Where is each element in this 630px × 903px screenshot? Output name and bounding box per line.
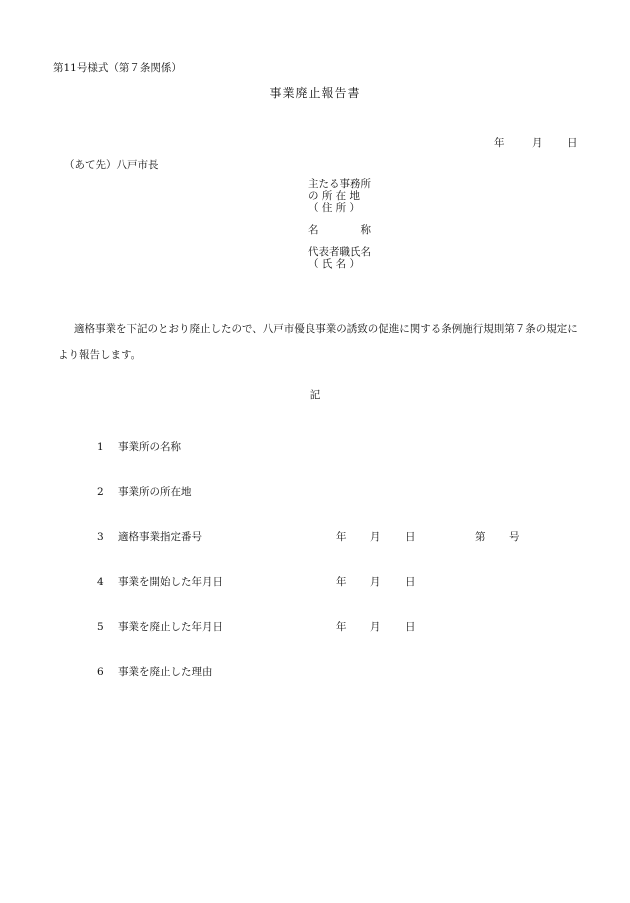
item-label: 事業を廃止した理由 (118, 666, 213, 678)
representative-label-line2: （ 氏 名 ） (308, 258, 361, 270)
body-text: 適格事業を下記のとおり廃止したので、八戸市優良事業の誘致の促進に関する条例施行規則第７条の規定により報告します。 (58, 323, 578, 361)
item-4-month: 月 (370, 576, 381, 588)
item-5 (97, 619, 223, 634)
item-3-day: 日 (405, 531, 416, 543)
name-label: 名 称 (308, 224, 371, 236)
sender-block (308, 178, 371, 270)
item-1 (97, 439, 181, 454)
item-number: 2 (97, 486, 104, 498)
office-label-line2: の 所 在 地 (308, 190, 361, 202)
item-number: 1 (97, 441, 104, 453)
item-label: 適格事業指定番号 (118, 531, 202, 543)
date-year: 年 (494, 137, 505, 149)
item-number: 5 (97, 621, 104, 633)
ki-heading: 記 (309, 389, 321, 401)
item-label: 事業を廃止した年月日 (118, 621, 223, 633)
item-4-year: 年 (336, 576, 347, 588)
date-month: 月 (532, 137, 543, 149)
item-5-month: 月 (370, 621, 381, 633)
item-label: 事業所の所在地 (118, 486, 192, 498)
office-label-line1: 主たる事務所 (308, 178, 371, 190)
item-3-year: 年 (336, 531, 347, 543)
item-label: 事業を開始した年月日 (118, 576, 223, 588)
item-5-year: 年 (336, 621, 347, 633)
address-label: （ 住 所 ） (308, 202, 361, 214)
item-5-day: 日 (405, 621, 416, 633)
item-number: 4 (97, 576, 104, 588)
representative-label-line1: 代表者職氏名 (308, 246, 371, 258)
item-6 (97, 664, 213, 679)
item-number: 3 (97, 531, 104, 543)
item-4-day: 日 (405, 576, 416, 588)
item-4 (97, 574, 223, 589)
document-title: 事業廃止報告書 (269, 86, 361, 100)
item-number: 6 (97, 666, 104, 678)
date-day: 日 (567, 137, 578, 149)
item-label: 事業所の名称 (118, 441, 181, 453)
item-3-go: 号 (509, 531, 520, 543)
form-number: 第11号様式（第７条関係） (53, 62, 182, 74)
item-3-dai: 第 (475, 531, 486, 543)
item-3-month: 月 (370, 531, 381, 543)
item-3 (97, 529, 202, 544)
item-2 (97, 484, 192, 499)
addressee: （あて先）八戸市長 (64, 159, 159, 171)
